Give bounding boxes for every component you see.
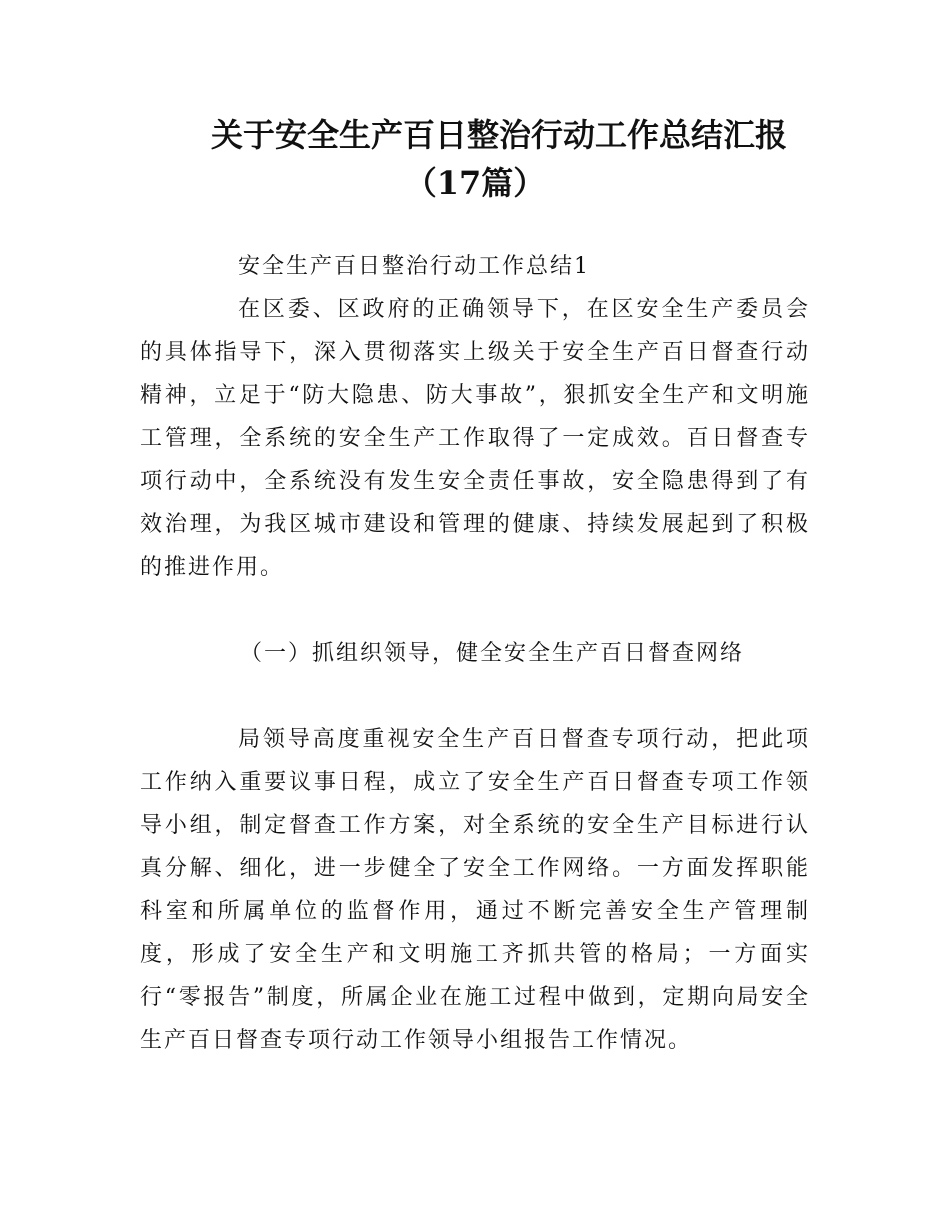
paragraph-intro: 在区委、区政府的正确领导下，在区安全生产委员会的具体指导下，深入贯彻落实上级关于安全生产百日督查行动精神，立足于“防大隐患、防大事故”，狠抓安全生产和文明施工管理，全系统的安全生产工作取得了一定成效。百日督查专项行动中，全系统没有发生安全责任事故，安全隐患得到了有效治理，为我区城市建设和管理的健康、持续发展起到了积极的推进作用。: [140, 297, 810, 580]
paragraph-organization: 局领导高度重视安全生产百日督查专项行动，把此项工作纳入重要议事日程，成立了安全生产百日督查专项工作领导小组，制定督查工作方案，对全系统的安全生产目标进行认真分解、细化，进一步健全了安全工作网络。一方面发挥职能科室和所属单位的监督作用，通过不断完善安全生产管理制度，形成了安全生产和文明施工齐抓共管的格局；一方面实行“零报告”制度，所属企业在施工过程中做到，定期向局安全生产百日督查专项行动工作领导小组报告工作情况。: [140, 727, 810, 1053]
article-subtitle: 安全生产百日整治行动工作总结1: [238, 254, 590, 279]
title-line-2: （17篇）: [404, 164, 546, 202]
title-line-1: 关于安全生产百日整治行动工作总结汇报: [210, 116, 787, 154]
document-title: [140, 111, 810, 207]
section-heading-1: （一）抓组织领导，健全安全生产百日督查网络: [240, 641, 745, 666]
document-body: [140, 245, 810, 1062]
